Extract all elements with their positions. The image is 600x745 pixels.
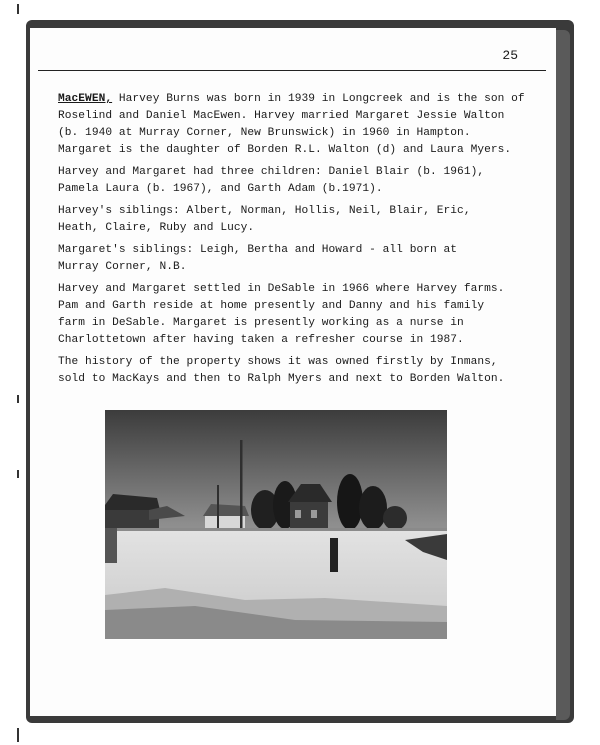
farm-photo-image [105, 410, 447, 639]
paragraph-text: Harvey Burns was born in 1939 in Longcreek and is the son of Roselind and Daniel MacEwen. Harvey married Margaret Jessie Walton (b. 1940 at Murray Corner, New Brunswick) in 1960 in Hampton. Margaret is the daughter of Borden R.L. Walton (d) and Laura Myers. [58, 93, 525, 156]
document-page [30, 28, 556, 716]
page-number: 25 [502, 48, 518, 63]
family-surname: MacEWEN, [58, 93, 113, 105]
header-rule [38, 70, 546, 71]
paragraph-property-history: The history of the property shows it was owned firstly by Inmans, sold to MacKays and then to Ralph Myers and next to Borden Walton. [58, 356, 505, 385]
paragraph-settlement: Harvey and Margaret settled in DeSable in 1966 where Harvey farms. Pam and Garth reside at home presently and Danny and his family farm in DeSable. Margaret is presently working as a nurse in Charlottetown after having taken a refresher course in 1987. [58, 283, 505, 346]
binder-spine-edge [556, 30, 570, 720]
paragraph-intro [58, 91, 540, 159]
paragraph-harvey-siblings: Harvey's siblings: Albert, Norman, Hollis, Neil, Blair, Eric, Heath, Claire, Ruby and Lucy. [58, 205, 471, 234]
binder-hole-marks [14, 0, 22, 745]
farm-photograph [105, 410, 447, 639]
article-body [58, 91, 540, 393]
paragraph-children: Harvey and Margaret had three children: Daniel Blair (b. 1961), Pamela Laura (b. 1967), and Garth Adam (b.1971). [58, 166, 485, 195]
paragraph-margaret-siblings: Margaret's siblings: Leigh, Bertha and Howard - all born at Murray Corner, N.B. [58, 244, 458, 273]
